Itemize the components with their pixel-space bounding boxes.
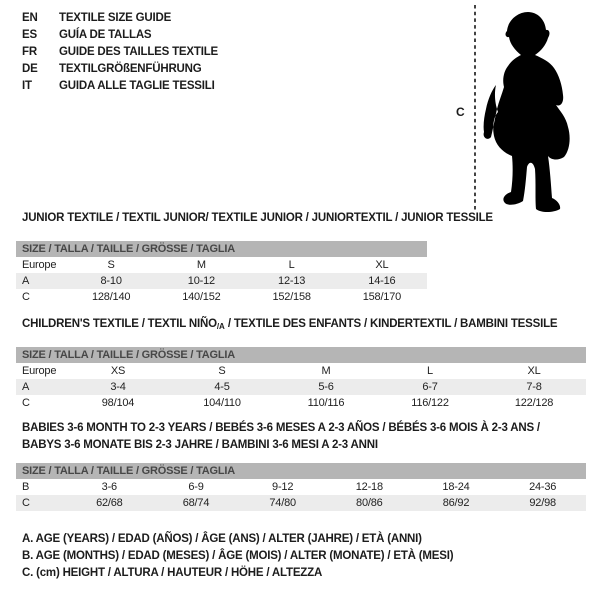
cell: 14-16	[368, 275, 396, 287]
lang-code: DE	[22, 62, 38, 75]
cell: 152/158	[272, 291, 311, 303]
height-measure-label: C	[456, 105, 465, 119]
cell: XS	[110, 365, 126, 377]
cell: 5-6	[318, 381, 334, 393]
table-row-height	[16, 495, 586, 511]
cell: 62/68	[96, 497, 123, 509]
cell: 128/140	[91, 291, 131, 303]
table-row-height	[16, 289, 427, 305]
row-label: C	[22, 397, 30, 409]
table-row-age	[16, 379, 586, 395]
junior-size-table	[16, 241, 427, 305]
row-label: C	[22, 497, 30, 509]
row-label: Europe	[22, 365, 57, 377]
cell: 92/98	[529, 497, 556, 509]
lang-label: GUIDE DES TAILLES TEXTILE	[59, 45, 218, 58]
cell: 6-7	[422, 381, 438, 393]
cell: 140/152	[182, 291, 221, 303]
lang-row-de	[22, 60, 218, 77]
footnotes	[22, 530, 453, 581]
lang-label: TEXTILE SIZE GUIDE	[59, 11, 172, 24]
children-title-post: / TEXTILE DES ENFANTS / KINDERTEXTIL / BAMBINI TESSILE	[224, 318, 558, 330]
junior-table-title: JUNIOR TEXTILE / TEXTIL JUNIOR/ TEXTILE JUNIOR / JUNIORTEXTIL / JUNIOR TESSILE	[22, 212, 493, 224]
cell: 3-4	[110, 381, 126, 393]
footnote-a: A. AGE (YEARS) / EDAD (AÑOS) / ÂGE (ANS) / ALTER (JAHRE) / ETÀ (ANNI)	[22, 532, 422, 545]
table-row-age	[16, 273, 427, 289]
lang-row-en	[22, 9, 218, 26]
row-label: A	[22, 381, 30, 393]
lang-code: EN	[22, 11, 38, 24]
cell: 158/170	[362, 291, 402, 303]
cell: 80/86	[356, 497, 383, 509]
row-label: B	[22, 481, 30, 493]
cell: 7-8	[526, 381, 542, 393]
cell: L	[427, 365, 433, 377]
cell: M	[321, 365, 331, 377]
cell: 18-24	[442, 481, 470, 493]
row-label: C	[22, 291, 30, 303]
baby-silhouette	[479, 5, 579, 220]
cell: 8-10	[100, 275, 122, 287]
lang-code: ES	[22, 28, 37, 41]
table-row-height	[16, 395, 586, 411]
cell: 122/128	[514, 397, 554, 409]
lang-label: GUÍA DE TALLAS	[59, 28, 152, 41]
cell: 9-12	[272, 481, 294, 493]
cell: 12-13	[278, 275, 306, 287]
cell: 6-9	[188, 481, 204, 493]
footnote-c: C. (cm) HEIGHT / ALTURA / HAUTEUR / HÖHE / ALTEZZA	[22, 566, 323, 579]
babies-table-title-line2: BABYS 3-6 MONATE BIS 2-3 JAHRE / BAMBINI 3-6 MESI A 2-3 ANNI	[22, 439, 378, 451]
cell: 3-6	[101, 481, 117, 493]
language-legend	[22, 9, 218, 94]
children-table-title	[22, 318, 557, 331]
table-row-europe	[16, 363, 586, 379]
cell: 86/92	[442, 497, 470, 509]
cell: 12-18	[355, 481, 383, 493]
cell: 110/116	[307, 397, 345, 409]
cell: 10-12	[187, 275, 215, 287]
cell: 68/74	[182, 497, 210, 509]
table-row-age-months	[16, 479, 586, 495]
children-title-sub: /A	[216, 322, 225, 331]
lang-row-fr	[22, 43, 218, 60]
children-size-table	[16, 347, 586, 411]
cell: L	[288, 259, 295, 271]
cell: 4-5	[214, 381, 230, 393]
cell: S	[218, 365, 226, 377]
lang-label: GUIDA ALLE TAGLIE TESSILI	[59, 79, 215, 92]
lang-label: TEXTILGRÖßENFÜHRUNG	[59, 62, 202, 75]
cell: 98/104	[101, 397, 135, 409]
size-header-bar: SIZE / TALLA / TAILLE / GRÖSSE / TAGLIA	[16, 347, 586, 363]
babies-size-table	[16, 463, 586, 511]
children-title-pre: CHILDREN'S TEXTILE / TEXTIL NIÑO	[22, 318, 217, 330]
babies-table-title-line1: BABIES 3-6 MONTH TO 2-3 YEARS / BEBÉS 3-6 MESES A 2-3 AÑOS / BÉBÉS 3-6 MOIS À 2-3 ANS /	[22, 422, 540, 434]
cell: XL	[527, 365, 541, 377]
cell: 74/80	[269, 497, 296, 509]
size-header-bar: SIZE / TALLA / TAILLE / GRÖSSE / TAGLIA	[16, 241, 427, 257]
cell: 24-36	[529, 481, 557, 493]
footnote-b: B. AGE (MONTHS) / EDAD (MESES) / ÂGE (MOIS) / ALTER (MONATE) / ETÀ (MESI)	[22, 549, 454, 562]
cell: XL	[375, 259, 389, 271]
lang-row-it	[22, 77, 218, 94]
cell: M	[196, 259, 206, 271]
cell: 104/110	[203, 397, 241, 409]
lang-code: IT	[22, 79, 32, 92]
row-label: A	[22, 275, 30, 287]
row-label: Europe	[22, 259, 57, 271]
height-dashed-line	[473, 5, 477, 216]
cell: S	[107, 259, 115, 271]
lang-code: FR	[22, 45, 37, 58]
table-row-europe	[16, 257, 427, 273]
size-header-bar: SIZE / TALLA / TAILLE / GRÖSSE / TAGLIA	[16, 463, 586, 479]
cell: 116/122	[411, 397, 449, 409]
lang-row-es	[22, 26, 218, 43]
